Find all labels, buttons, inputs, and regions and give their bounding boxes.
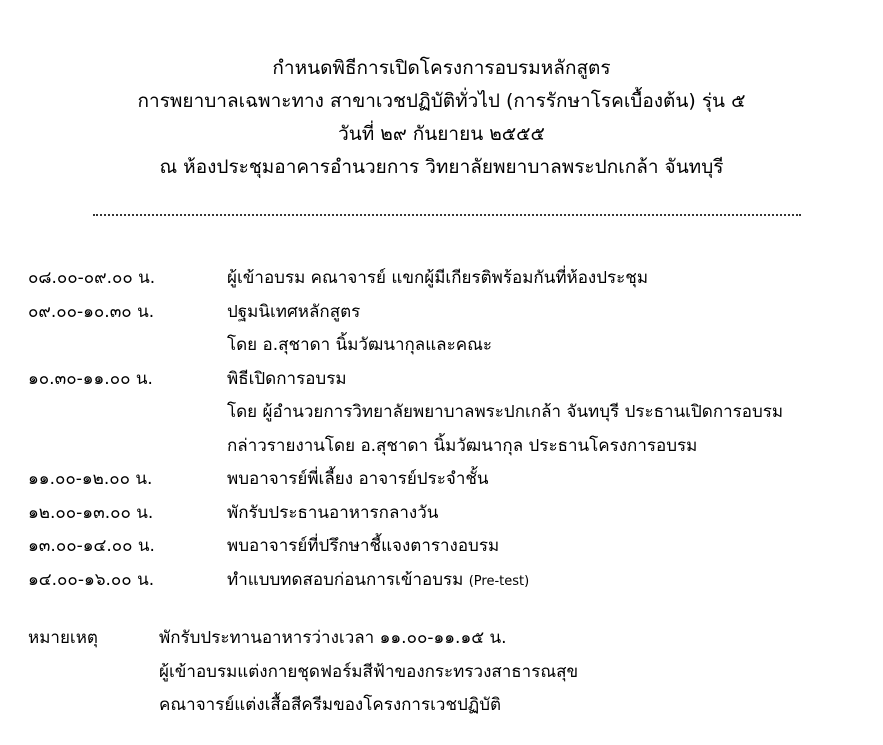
- schedule-activity: พบอาจารย์ที่ปรึกษาชี้แจงตารางอบรม: [227, 536, 500, 556]
- schedule-item: [28, 262, 868, 296]
- notes-label: หมายเหตุ: [28, 628, 98, 648]
- schedule-time: ๑๒.๐๐-๑๓.๐๐ น.: [28, 502, 154, 523]
- document-header: [0, 52, 883, 184]
- schedule-activity: พบอาจารย์พี่เลี้ยง อาจารย์ประจำชั้น: [227, 469, 489, 489]
- schedule-time: ๑๔.๐๐-๑๖.๐๐ น.: [28, 569, 155, 590]
- note-item: คณาจารย์แต่งเสื้อสีครีมของโครงการเวชปฏิบัติ: [159, 695, 502, 715]
- schedule-time: ๐๙.๐๐-๑๐.๓๐ น.: [28, 301, 155, 322]
- schedule-item-detail: [28, 329, 868, 363]
- pretest-label: (Pre-test): [468, 573, 530, 589]
- schedule-activity: ผู้เข้าอบรม คณาจารย์ แขกผู้มีเกียรติพร้อมกันที่ห้องประชุม: [227, 268, 649, 288]
- schedule-activity: ทำแบบทดสอบก่อนการเข้าอบรม: [227, 569, 464, 590]
- schedule-activity: ปฐมนิเทศหลักสูตร: [227, 301, 361, 322]
- note-item: ผู้เข้าอบรมแต่งกายชุดฟอร์มสีฟ้าของกระทรวงสาธารณสุข: [159, 661, 579, 682]
- dotted-divider: [93, 214, 801, 216]
- schedule-item-detail: [28, 430, 868, 464]
- schedule-activity-detail: โดย อ.สุชาดา นิ้มวัฒนากุลและคณะ: [227, 335, 492, 355]
- event-date: วันที่ ๒๙ กันยายน ๒๕๕๕: [338, 123, 545, 145]
- schedule-activity-detail: โดย ผู้อำนวยการวิทยาลัยพยาบาลพระปกเกล้า จันทบุรี ประธานเปิดการอบรม: [227, 402, 784, 422]
- schedule-list: [28, 262, 868, 598]
- schedule-time: ๑๓.๐๐-๑๔.๐๐ น.: [28, 536, 155, 556]
- schedule-activity: พักรับประธานอาหารกลางวัน: [227, 502, 439, 523]
- schedule-item-detail: [28, 396, 868, 430]
- schedule-item: [28, 564, 868, 599]
- schedule-item: [28, 363, 868, 397]
- schedule-activity-container: [227, 564, 868, 599]
- schedule-time: ๑๐.๓๐-๑๑.๐๐ น.: [28, 368, 153, 389]
- schedule-activity-detail: กล่าวรายงานโดย อ.สุชาดา นิ้มวัฒนากุล ประธานโครงการอบรม: [227, 435, 698, 456]
- document-title: กำหนดพิธีการเปิดโครงการอบรมหลักสูตร: [272, 57, 611, 79]
- program-name: การพยาบาลเฉพาะทาง สาขาเวชปฏิบัติทั่วไป (การรักษาโรคเบื้องต้น) รุ่น ๕: [137, 90, 746, 112]
- schedule-activity: พิธีเปิดการอบรม: [227, 368, 347, 389]
- notes-section: [28, 622, 868, 723]
- schedule-item: [28, 497, 868, 531]
- event-venue: ณ ห้องประชุมอาคารอำนวยการ วิทยาลัยพยาบาลพระปกเกล้า จันทบุรี: [159, 156, 724, 178]
- schedule-item: [28, 530, 868, 564]
- schedule-item: [28, 296, 868, 330]
- schedule-time: ๑๑.๐๐-๑๒.๐๐ น.: [28, 469, 153, 489]
- note-item: พักรับประทานอาหารว่างเวลา ๑๑.๐๐-๑๑.๑๕ น.: [159, 628, 507, 648]
- schedule-time: ๐๘.๐๐-๐๙.๐๐ น.: [28, 268, 156, 288]
- schedule-item: [28, 463, 868, 497]
